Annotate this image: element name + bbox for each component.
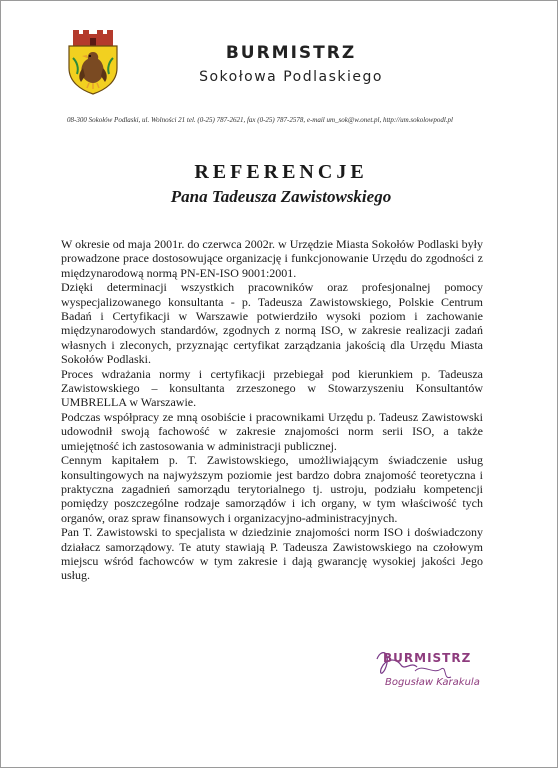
signature-stamp	[371, 641, 511, 701]
signature-title: BURMISTRZ	[383, 651, 472, 665]
paragraph: Proces wdrażania normy i certyfikacji przebiegał pod kierunkiem p. Tadeusza Zawistowskiego – konsultanta zrzeszonego w Stowarzyszeniu Konsultantów UMBRELLA w Warszawie.	[61, 366, 483, 410]
handwritten-signature-icon	[371, 641, 511, 701]
issuer-subtitle: Sokołowa Podlaskiego	[199, 69, 383, 85]
paragraph: Podczas współpracy ze mną osobiście i pracownikami Urzędu p. Tadeusz Zawistowski udowodnił swoją fachowość w zakresie znajomości norm serii ISO, a także umiejętność ich zastosowania w administracji publicznej.	[61, 409, 483, 453]
signature-name: Bogusław Karakula	[385, 677, 480, 688]
issuer-title: BURMISTRZ	[225, 43, 357, 63]
paragraph: Dzięki determinacji wszystkich pracowników oraz profesjonalnej pomocy wyspecjalizowanego konsultanta - p. Tadeusza Zawistowskiego, Polskie Centrum Badań i Certyfikacji w Warszawie potwierdziło wysoki poziom i zachowanie międzynarodowych standardów, zgodnych z normą ISO, w zakresie realizacji zadań własnych i zleconych, przyznając certyfikat zarządzania jakością dla Urzędu Miasta Sokołów Podlaski.	[61, 280, 483, 367]
paragraph: W okresie od maja 2001r. do czerwca 2002r. w Urzędzie Miasta Sokołów Podlaski były prowadzone prace dostosowujące organizację i funkcjonowanie Urzędu do zgodności z międzynarodową normą PN-EN-ISO 9001:2001.	[61, 237, 484, 280]
contact-line: 08-300 Sokołów Podlaski, ul. Wolności 21 tel. (0-25) 787-2621, fax (0-25) 787-2578, e-mail um_sok@w.onet.pl, http://um.sokolowpodl.pl	[67, 116, 453, 124]
letter-body	[61, 237, 483, 583]
paragraph: Cennym kapitałem p. T. Zawistowskiego, umożliwiającym świadczenie usług konsultingowych na najwyższym poziomie jest bardzo dobra znajomość teoretyczna i praktyczna zagadnień samorządu terytorialnego tj. ustroju, podziału kompetencji pomiędzy poszczególne rodzaje samorządów i ich organy, w tym właściwość tych organów, oraz spraw finansowych i organizacyjno-administracyjnych.	[61, 453, 483, 525]
document-subtitle: Pana Tadeusza Zawistowskiego	[170, 187, 392, 206]
coat-of-arms-icon	[63, 28, 123, 96]
paragraph: Pan T. Zawistowski to specjalista w dziedzinie znajomości norm ISO i doświadczony działacz samorządowy. Te atuty stawiają P. Tadeusza Zawistowskiego na czołowym miejscu wśród fachowców w tym zakresie i dają gwarancję wysokiej jakości Jego usług.	[61, 525, 483, 583]
document-title: REFERENCJE	[194, 161, 368, 183]
